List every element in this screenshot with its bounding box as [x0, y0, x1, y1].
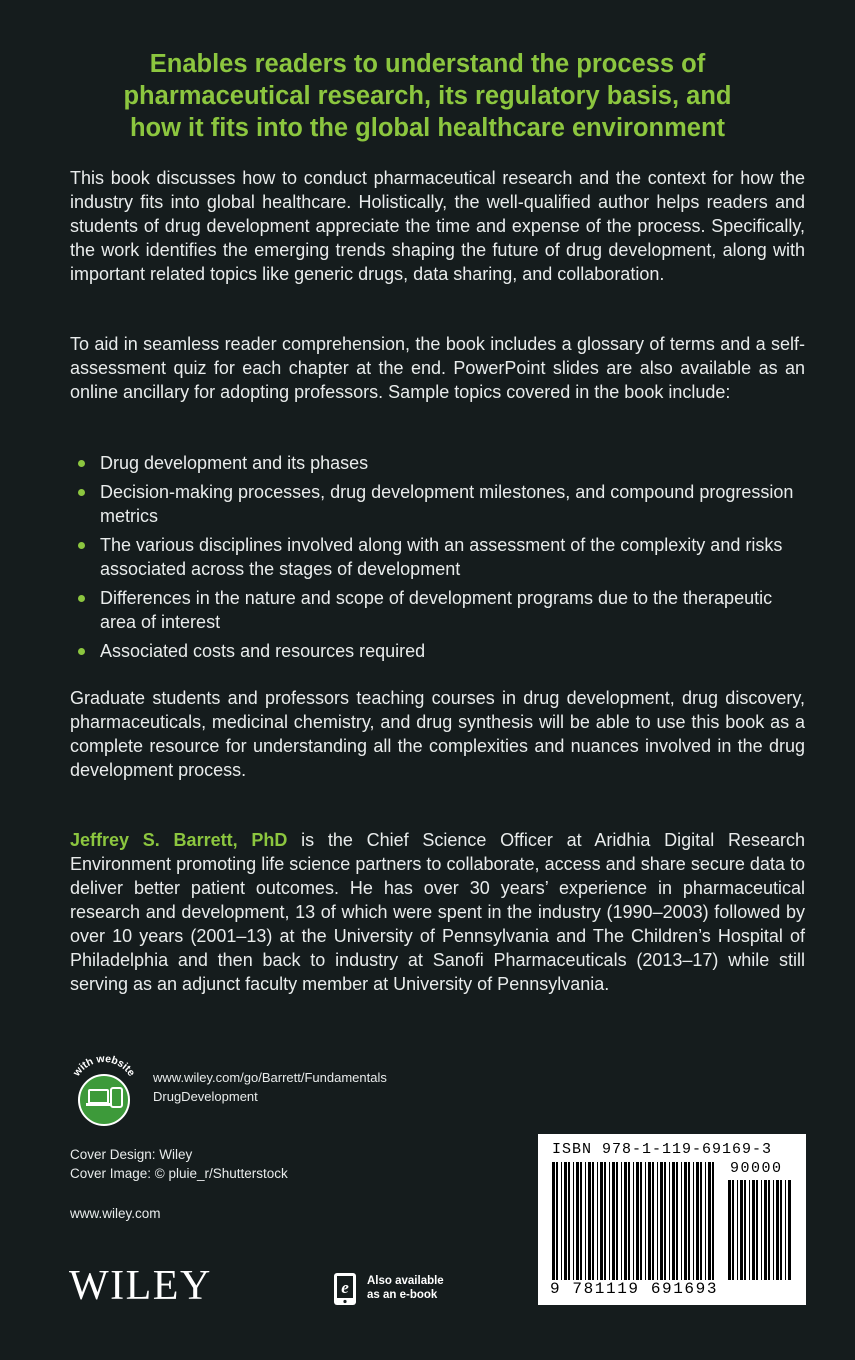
list-item [76, 533, 796, 581]
website-badge-text: with website [70, 1052, 138, 1079]
website-badge [64, 1050, 144, 1130]
author-bio [70, 828, 805, 996]
headline-line: how it fits into the global healthcare environment [129, 114, 726, 142]
bullet-icon [78, 595, 85, 602]
bullet-icon [78, 460, 85, 467]
headline-line: Enables readers to understand the process of [149, 50, 706, 78]
wiley-logo: WILEY [69, 1263, 212, 1309]
website-url[interactable] [153, 1068, 387, 1106]
list-item-text: Associated costs and resources required [100, 641, 426, 661]
bullet-icon [78, 542, 85, 549]
headline-line: pharmaceutical research, its regulatory basis, and [123, 82, 732, 110]
cover-credits [70, 1145, 288, 1183]
bullet-icon [78, 648, 85, 655]
list-item-text: Drug development and its phases [100, 453, 369, 473]
bullet-icon [78, 489, 85, 496]
description-paragraph-3: Graduate students and professors teaching courses in drug development, drug discovery, pharmaceuticals, medicinal chemistry, and drug synthesis will be able to use this book as a complete resource for understanding all the complexities and nuances involved in the drug development process. [70, 688, 805, 780]
isbn-number: ISBN 978-1-119-69169-3 [552, 1141, 773, 1158]
svg-text:e: e [341, 1278, 349, 1297]
publisher-url[interactable]: www.wiley.com [70, 1206, 161, 1221]
ebook-icon [333, 1272, 357, 1306]
list-item-text: Decision-making processes, drug development milestones, and compound progression metrics [100, 482, 794, 526]
description-paragraph-2: To aid in seamless reader comprehension, the book includes a glossary of terms and a self-assessment quiz for each chapter at the end. PowerPoint slides are also available as an online ancillary for adopting professors. Sample topics covered in the book include: [70, 334, 805, 402]
headline [40, 48, 815, 144]
ean-number: 9 781119 691693 [550, 1280, 719, 1298]
list-item [76, 586, 796, 634]
author-bio-text: is the Chief Science Officer at Aridhia Digital Research Environment promoting life science partners to collaborate, access and share secure data to deliver better patient outcomes. He has over 30 years’ experience in pharmaceutical research and development, 13 of which were spent in the industry (1990–2003) followed by over 10 years (2001–13) at the University of Pennsylvania and The Children’s Hospital of Philadelphia and then back to industry at Sanofi Pharmaceuticals (2013–17) while still serving as an adjunct faculty member at University of Pennsylvania. [70, 830, 805, 994]
list-item-text: The various disciplines involved along with an assessment of the complexity and risks associated across the stages of development [100, 535, 783, 579]
website-url-line: www.wiley.com/go/Barrett/Fundamentals [153, 1070, 387, 1085]
list-item [76, 480, 796, 528]
cover-design-credit: Cover Design: Wiley [70, 1147, 193, 1162]
ebook-line: Also available [367, 1275, 444, 1287]
price-addon-number: 90000 [730, 1160, 783, 1177]
list-item [76, 451, 796, 475]
ebook-availability [367, 1274, 444, 1302]
description-paragraph-1: This book discusses how to conduct pharmaceutical research and the context for how the industry fits into global healthcare. Holistically, the well-qualified author helps readers and students of drug development appreciate the time and expense of the process. Specifically, the work identifies the emerging trends shaping the future of drug development, along with important related topics like generic drugs, data sharing, and collaboration. [70, 168, 805, 284]
author-name: Jeffrey S. Barrett, PhD [70, 830, 288, 850]
cover-image-credit: Cover Image: © pluie_r/Shutterstock [70, 1166, 288, 1181]
list-item-text: Differences in the nature and scope of development programs due to the therapeutic area of interest [100, 588, 773, 632]
isbn-barcode [538, 1134, 806, 1305]
list-item [76, 639, 796, 663]
website-url-line: DrugDevelopment [153, 1089, 258, 1104]
topics-list [76, 451, 796, 668]
ebook-line: as an e-book [367, 1289, 438, 1301]
